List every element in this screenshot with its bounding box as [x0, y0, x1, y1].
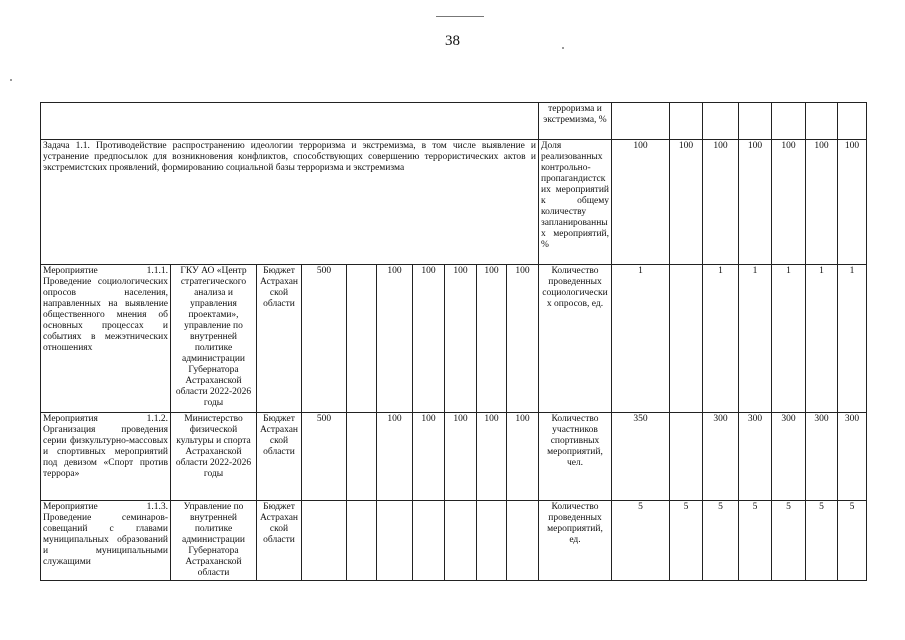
funding-year: 100 — [507, 413, 539, 501]
indicator-value — [670, 265, 703, 413]
funding-year — [347, 265, 377, 413]
task-value: 100 — [838, 140, 867, 265]
indicator-value: 5 — [772, 501, 806, 581]
funding-year: 100 — [477, 265, 507, 413]
scan-rule — [436, 16, 484, 17]
indicator-value: 1 — [838, 265, 867, 413]
indicator-value: 300 — [703, 413, 739, 501]
indicator-value: 300 — [772, 413, 806, 501]
funding-year — [377, 501, 413, 581]
scan-speck — [10, 79, 12, 81]
funding-year — [347, 413, 377, 501]
funding-year: 100 — [445, 413, 477, 501]
indicator-value: 5 — [838, 501, 867, 581]
event-description: Мероприятие 1.1.1. Проведение социологических опросов населения, направленных на выявление общественного мнения об основных процессах и событиях в межэтнических отношениях — [41, 265, 171, 413]
funding-total — [302, 501, 347, 581]
empty-cell — [838, 103, 867, 140]
task-value: 100 — [739, 140, 772, 265]
empty-cell — [739, 103, 772, 140]
indicator-value: 5 — [739, 501, 772, 581]
funding-year — [507, 501, 539, 581]
event-description: Мероприятия 1.1.2. Организация проведения серии физкультурно-массовых и спортивных мероприятий под девизом «Спорт против террора» — [41, 413, 171, 501]
continuation-indicator: терроризма и экстремизма, % — [539, 103, 612, 140]
indicator-value: 1 — [703, 265, 739, 413]
indicator-value — [670, 413, 703, 501]
task-value: 100 — [772, 140, 806, 265]
indicator-value: 350 — [612, 413, 670, 501]
program-table — [40, 102, 867, 581]
event-indicator: Количество проведенных социологических опросов, ед. — [539, 265, 612, 413]
indicator-value: 5 — [806, 501, 838, 581]
task-row — [41, 140, 867, 265]
indicator-value: 1 — [772, 265, 806, 413]
funding-year — [413, 501, 445, 581]
table-row — [41, 265, 867, 413]
indicator-value: 300 — [806, 413, 838, 501]
empty-cell — [703, 103, 739, 140]
indicator-value: 5 — [670, 501, 703, 581]
page-number: 38 — [445, 33, 460, 49]
funding-year — [445, 501, 477, 581]
empty-cell — [41, 103, 539, 140]
event-indicator: Количество участников спортивных мероприятий, чел. — [539, 413, 612, 501]
funding-source: Бюджет Астраханской области — [257, 501, 302, 581]
event-executor: Управление по внутренней политике администрации Губернатора Астраханской области — [171, 501, 257, 581]
empty-cell — [670, 103, 703, 140]
funding-year: 100 — [413, 413, 445, 501]
task-description: Задача 1.1. Противодействие распространению идеологии терроризма и экстремизма, в том числе выявление и устранение предпосылок для возникновения конфликтов, способствующих совершению террористических актов и экстремистских проявлений, формированию социальной базы терроризма и экстремизма — [41, 140, 539, 265]
funding-year: 100 — [377, 413, 413, 501]
empty-cell — [772, 103, 806, 140]
event-executor: ГКУ АО «Центр стратегического анализа и управления проектами», управление по внутренней политике администрации Губернатора Астраханской области 2022-2026 годы — [171, 265, 257, 413]
funding-year — [347, 501, 377, 581]
indicator-value: 1 — [612, 265, 670, 413]
funding-year: 100 — [507, 265, 539, 413]
task-value: 100 — [670, 140, 703, 265]
table-row — [41, 413, 867, 501]
empty-cell — [806, 103, 838, 140]
table-row — [41, 501, 867, 581]
event-description: Мероприятие 1.1.3. Проведение семинаров-совещаний с главами муниципальных образований и муниципальными служащими — [41, 501, 171, 581]
continuation-row — [41, 103, 867, 140]
task-value: 100 — [703, 140, 739, 265]
indicator-value: 1 — [806, 265, 838, 413]
funding-source: Бюджет Астраханской области — [257, 265, 302, 413]
task-value: 100 — [806, 140, 838, 265]
indicator-value: 1 — [739, 265, 772, 413]
funding-year — [477, 501, 507, 581]
indicator-value: 300 — [739, 413, 772, 501]
indicator-value: 5 — [612, 501, 670, 581]
task-indicator: Доля реализованных контрольно-пропагандистских мероприятий к общему количеству запланированных мероприятий, % — [539, 140, 612, 265]
funding-total: 500 — [302, 265, 347, 413]
event-indicator: Количество проведенных мероприятий, ед. — [539, 501, 612, 581]
funding-year: 100 — [445, 265, 477, 413]
funding-year: 100 — [477, 413, 507, 501]
funding-total: 500 — [302, 413, 347, 501]
funding-year: 100 — [377, 265, 413, 413]
event-executor: Министерство физической культуры и спорта Астраханской области 2022-2026 годы — [171, 413, 257, 501]
funding-year: 100 — [413, 265, 445, 413]
empty-cell — [612, 103, 670, 140]
indicator-value: 300 — [838, 413, 867, 501]
funding-source: Бюджет Астраханской области — [257, 413, 302, 501]
indicator-value: 5 — [703, 501, 739, 581]
task-value: 100 — [612, 140, 670, 265]
